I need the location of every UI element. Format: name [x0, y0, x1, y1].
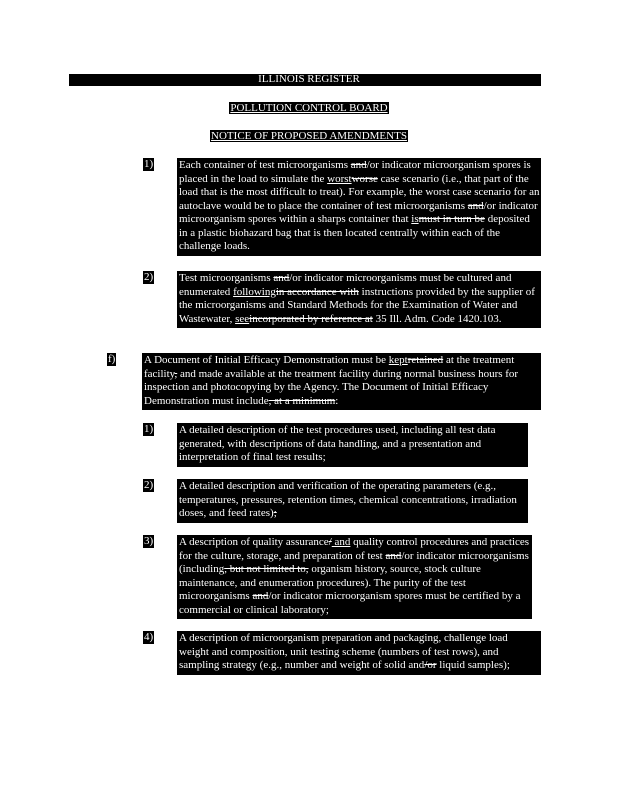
paragraph-block [177, 271, 541, 328]
paragraph-text: /or indicator microorganism spores must be certified by a commercial or clinical laboratory; [179, 590, 521, 616]
paragraph-text: liquid samples); [436, 659, 510, 671]
inserted-text: see [235, 312, 250, 325]
paragraph-text: : [335, 394, 339, 407]
deleted-text: /or [424, 659, 437, 671]
deleted-text: and [467, 199, 484, 212]
deleted-text: , but not limited to, [224, 563, 309, 575]
inserted-text: is [411, 213, 419, 225]
item-marker: 1) [144, 423, 154, 435]
deleted-text: and [252, 590, 269, 602]
deleted-text: retained [407, 354, 444, 366]
paragraph-text: /or indicator microorganism spores within a sharps container that [179, 199, 538, 225]
register-title: ILLINOIS REGISTER [258, 73, 360, 85]
paragraph-text: /or indicator microorganism spores is placed in the load to simulate the [179, 159, 531, 185]
paragraph-text: and made available at the treatment facility during normal business hours for inspection and photocopying by the Agency. The Document of Initial Efficacy Demonstration must include [144, 367, 519, 407]
paragraph-text: /or indicator microorganisms (including [179, 549, 529, 575]
deleted-text: must in turn be [418, 213, 485, 225]
paragraph-text: 35 Ill. Adm. Code 1420.103. [372, 312, 502, 325]
notice-heading [0, 130, 618, 144]
board-heading-text: POLLUTION CONTROL BOARD [230, 102, 388, 114]
paragraph-block [142, 353, 541, 410]
deleted-text: and [350, 159, 367, 171]
paragraph-block [177, 423, 528, 467]
paragraph-text: A detailed description and verification of the operating parameters (e.g., temperatures, pressures, retention times, chemical concentrations, irradiation doses, and feed rates) [179, 480, 517, 519]
paragraph-text: A detailed description of the test procedures used, including all test data generated, with descriptions of data handling, and a presentation and interpretation of final test results; [179, 424, 496, 463]
item-marker: 1) [144, 158, 154, 170]
deleted-text: , at a minimum [268, 394, 336, 407]
board-heading [0, 102, 618, 116]
inserted-text: worst [327, 172, 352, 185]
inserted-text: and [331, 536, 351, 548]
deleted-text: / [328, 536, 332, 548]
deleted-text: in accordance with [275, 285, 359, 298]
item-marker: f) [108, 353, 116, 365]
paragraph-text: Test microorganisms [179, 272, 274, 284]
paragraph-text: quality control procedures and practices for the culture, storage, and preparation of test [179, 536, 530, 562]
paragraph-text: deposited in a plastic biohazard bag that is then located centrally within each of the challenge loads. [179, 213, 530, 252]
item-marker: 4) [144, 631, 154, 643]
paragraph-text: organism history, source, stock culture maintenance, and enumeration procedures). The purity of the test microorganisms [179, 563, 481, 602]
paragraph-text: A description of quality assurance [179, 536, 329, 548]
paragraph-block [177, 158, 541, 256]
item-marker: 2) [144, 271, 154, 283]
item-marker: 2) [144, 479, 154, 491]
item-marker: 3) [144, 535, 154, 547]
paragraph-text: instructions provided by the supplier of the microorganisms and Standard Methods for the Examination of Water and Wastewater, [179, 285, 535, 325]
notice-heading-text: NOTICE OF PROPOSED AMENDMENTS [211, 130, 407, 142]
deleted-text: incorporated by reference at [249, 312, 373, 325]
paragraph-text: case scenario (i.e., that part of the load that is the most difficult to treat). For example, the worst case scenario for an autoclave would be to place the container of test microorganisms [179, 172, 540, 212]
deleted-text: worse [351, 172, 378, 185]
paragraph-block [177, 479, 528, 523]
paragraph-block [177, 535, 532, 619]
paragraph-text: Each container of test microorganisms [179, 159, 351, 171]
deleted-text: ; [273, 507, 277, 519]
deleted-text: , [174, 367, 178, 380]
inserted-text: following [233, 285, 276, 298]
paragraph-block [177, 631, 541, 675]
paragraph-text: /or indicator microorganisms must be cultured and enumerated [179, 272, 512, 298]
paragraph-text: at the treatment facility [144, 354, 515, 380]
inserted-text: kept [388, 354, 408, 366]
paragraph-text: A description of microorganism preparation and packaging, challenge load weight and composition, unit testing scheme (numbers of test rows), and sampling strategy (e.g., number and weight of solid and [179, 632, 508, 671]
deleted-text: and [385, 549, 402, 562]
deleted-text: and [273, 272, 290, 284]
paragraph-text: A Document of Initial Efficacy Demonstration must be [144, 354, 389, 366]
